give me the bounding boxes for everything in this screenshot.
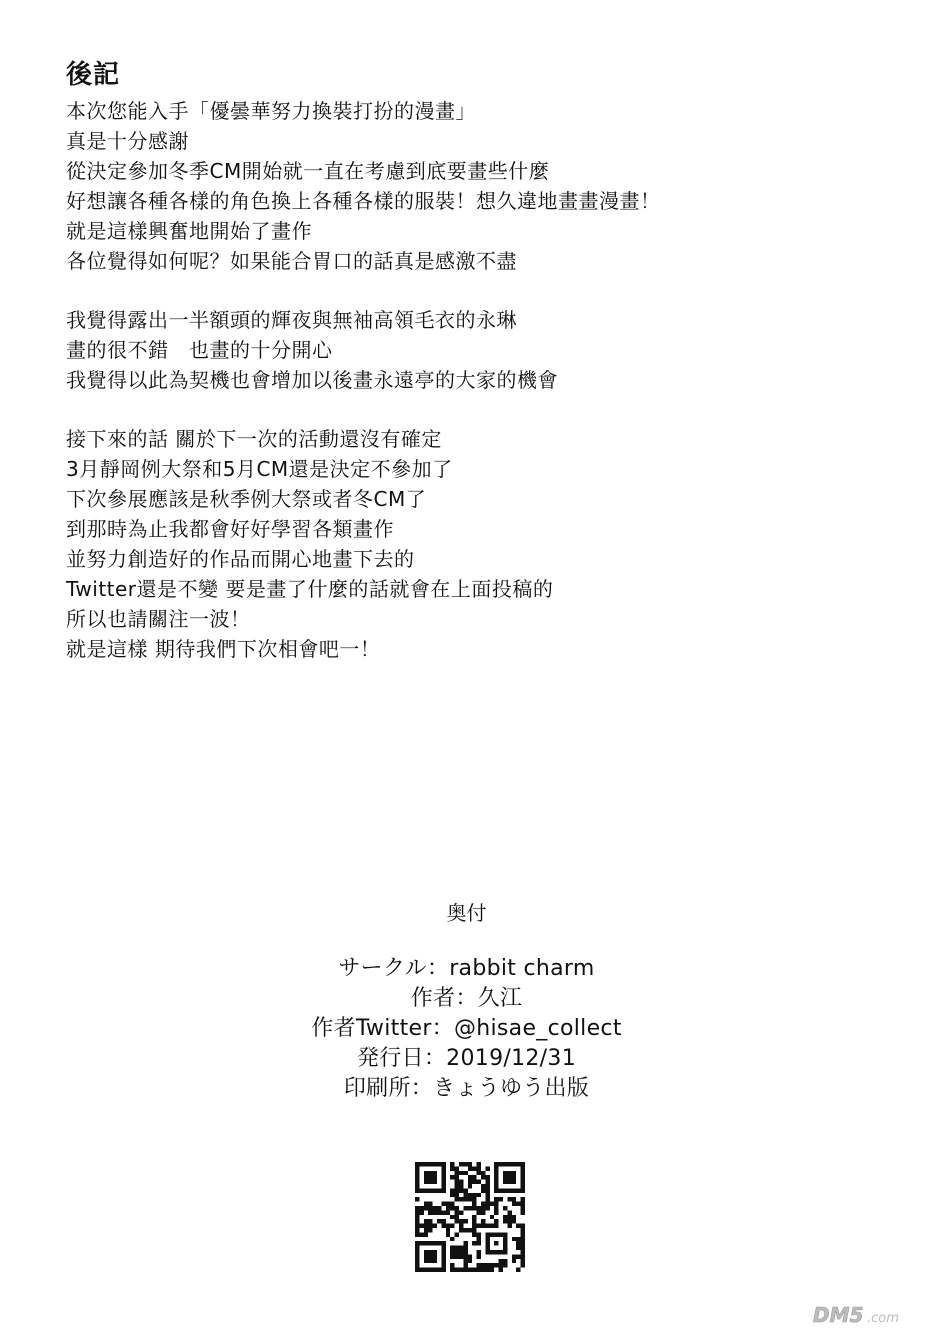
afterword-paragraph-2 (66, 305, 846, 395)
afterword-line: 各位覺得如何呢？如果能合胃口的話真是感激不盡 (66, 249, 517, 273)
colophon-author: 作者：久江 (410, 986, 523, 1011)
afterword-line: 就是這樣 期待我們下次相會吧一！ (66, 637, 381, 661)
colophon-printer: 印刷所：きょうゆう出版 (343, 1076, 590, 1101)
afterword-line: Twitter還是不變 要是畫了什麼的話就會在上面投稿的 (66, 577, 554, 601)
colophon-section (0, 898, 933, 1104)
afterword-line: 畫的很不錯 也畫的十分開心 (66, 338, 333, 362)
afterword-paragraph-1 (66, 96, 846, 276)
afterword-line: 從決定參加冬季CM開始就一直在考慮到底要畫些什麼 (66, 159, 550, 183)
colophon-author-twitter: 作者Twitter：@hisae_collect (311, 1016, 622, 1041)
afterword-line: 下次參展應該是秋季例大祭或者冬CM了 (66, 487, 427, 511)
afterword-line: 我覺得以此為契機也會增加以後畫永遠亭的大家的機會 (66, 368, 558, 392)
afterword-line: 就是這樣興奮地開始了畫作 (66, 219, 312, 243)
svg-text:.com: .com (867, 1311, 899, 1326)
afterword-line: 並努力創造好的作品而開心地畫下去的 (66, 547, 415, 571)
afterword-line: 到那時為止我都會好好學習各類畫作 (66, 517, 394, 541)
afterword-line: 3月靜岡例大祭和5月CM還是決定不參加了 (66, 457, 453, 481)
afterword-title: 後記 (66, 60, 121, 90)
qr-code-icon[interactable] (415, 1162, 525, 1272)
afterword-line: 接下來的話 關於下一次的活動還沒有確定 (66, 427, 442, 451)
svg-text:DM5: DM5 (813, 1303, 864, 1327)
afterword-line: 我覺得露出一半額頭的輝夜與無袖高領毛衣的永琳 (66, 308, 517, 332)
afterword-line: 本次您能入手「優曇華努力換裝打扮的漫畫」 (66, 99, 476, 123)
afterword-line: 所以也請關注一波！ (66, 607, 251, 631)
colophon-title: 奥付 (446, 901, 487, 925)
colophon-publish-date: 発行日：2019/12/31 (356, 1046, 576, 1071)
afterword-line: 真是十分感謝 (66, 129, 189, 153)
colophon-circle: サークル：rabbit charm (338, 956, 595, 981)
afterword-paragraph-3 (66, 424, 846, 664)
site-logo-icon (809, 1300, 919, 1330)
afterword-section (66, 58, 846, 693)
afterword-line: 好想讓各種各樣的角色換上各種各樣的服裝！想久違地畫畫漫畫！ (66, 189, 661, 213)
